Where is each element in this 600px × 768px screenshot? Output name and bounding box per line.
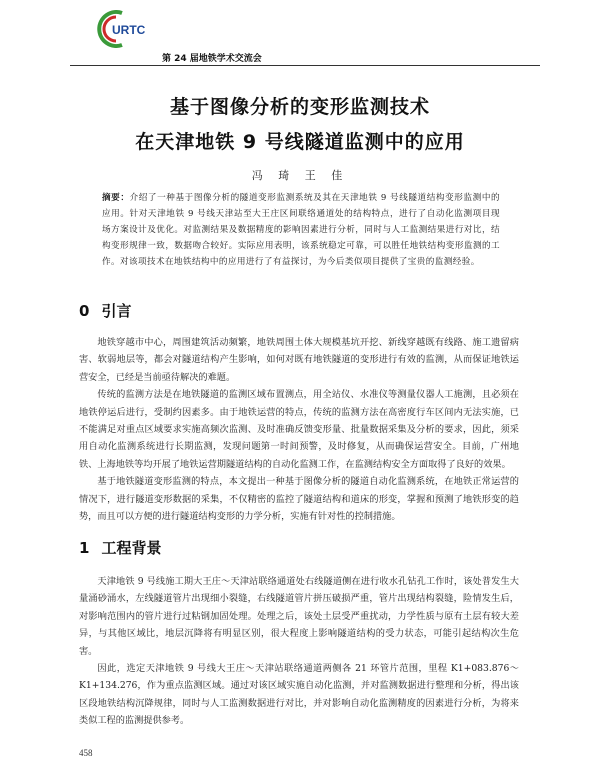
conference-name: 第 24 届地铁学术交流会 [162, 54, 262, 64]
logo-text: URTC [112, 23, 146, 37]
paper-title-line-1: 基于图像分析的变形监测技术 [169, 96, 430, 118]
header-rule [70, 65, 540, 66]
section-title: 引言 [101, 302, 132, 320]
section-heading-introduction [79, 300, 131, 321]
page-number: 458 [79, 748, 93, 758]
paragraph: 天津地铁 9 号线施工期大王庄～天津站联络通道处右线隧道侧在进行收水孔钻孔工作时，该处普发生大量涌砂涌水，左线隧道管片出现细小裂缝，右线隧道管片拼压破损严重，管片出现结构裂缝，险情发生后，对影响范围内的管片进行过粘钢加固处理。处理之后，该处土层受严重扰动，力学性质与原有土层有较大差异，与其他区域比，地层沉降将有明显区别，很大程度上影响隧道结构的受力状态，可能引起结构次生危害。 [79, 576, 519, 657]
paper-title-line-2: 在天津地铁 9 号线隧道监测中的应用 [135, 131, 465, 153]
paragraph: 因此，选定天津地铁 9 号线大王庄～天津站联络通道两侧各 21 环管片范围，里程 K1+083.876～K1+134.276，作为重点监测区域。通过对该区域实施自动化监测，并对监测数据进行整理和分析，得出该区段地铁结构沉降规律，同时与人工监测数据进行对比，并对影响自动化监测精度的因素进行分析，为将来类似工程的监测提供参考。 [79, 663, 519, 727]
section-number: 1 [79, 539, 90, 557]
page-header [70, 10, 540, 66]
urtc-logo-graphic [92, 10, 156, 48]
paragraph: 地铁穿越市中心，周围建筑活动频繁，地铁周围土体大规模基坑开挖、新线穿越既有线路、施工遗留病害、软弱地层等，都会对隧道结构产生影响，如何对既有地铁隧道的变形进行有效的监测，从而保证地铁运营安全，已经是当前亟待解决的难题。 [79, 337, 519, 383]
urtc-logo [92, 10, 156, 48]
authors: 冯 琦 王 佳 [251, 169, 349, 182]
abstract [102, 190, 500, 270]
section-background-body [79, 573, 519, 730]
abstract-text: 介绍了一种基于图像分析的隧道变形监测系统及其在天津地铁 9 号线隧道结构变形监测中的应用。针对天津地铁 9 号线天津站至大王庄区间联络通道处的结构特点，进行了自动化监测项目现场方案设计及优化。对监测结果及数据精度的影响因素进行分析，同时与人工监测结果进行对比，结构变形规律一致，数据吻合较好。实际应用表明，该系统稳定可靠，可以胜任地铁结构变形监测的工作。对该项技术在地铁结构中的应用进行了有益探讨，为今后类似项目提供了宝贵的监测经验。 [102, 193, 501, 267]
abstract-label: 摘要： [102, 193, 130, 203]
paragraph: 基于地铁隧道变形监测的特点，本文提出一种基于图像分析的隧道自动化监测系统，在地铁正常运营的情况下，进行隧道变形数据的采集，不仅精密的监控了隧道结构和道床的形变，掌握和预测了地铁形变的趋势，而且可以方便的进行隧道结构变形的力学分析，实施有针对性的控制措施。 [79, 476, 519, 523]
section-introduction-body [79, 334, 519, 525]
paragraph: 传统的监测方法是在地铁隧道的监测区域布置测点，用全站仪、水准仪等测量仪器人工施测，且必须在地铁停运后进行，受制约因素多。由于地铁运营的特点，传统的监测方法在高密度行车区间内无法实施，已不能满足对重点区域要求实施高频次监测、及时准确反馈变形量、批量数据采集及分析的要求，因此，须采用自动化监测系统进行长期监测，发现问题第一时间预警，及时修复，从而确保运营安全。目前，广州地铁、上海地铁等均开展了地铁运营期隧道结构的自动化监测工作，在监测结构安全方面取得了良好的效果。 [79, 389, 519, 470]
section-title: 工程背景 [101, 539, 162, 557]
section-number: 0 [79, 302, 90, 320]
section-heading-background [79, 537, 161, 558]
